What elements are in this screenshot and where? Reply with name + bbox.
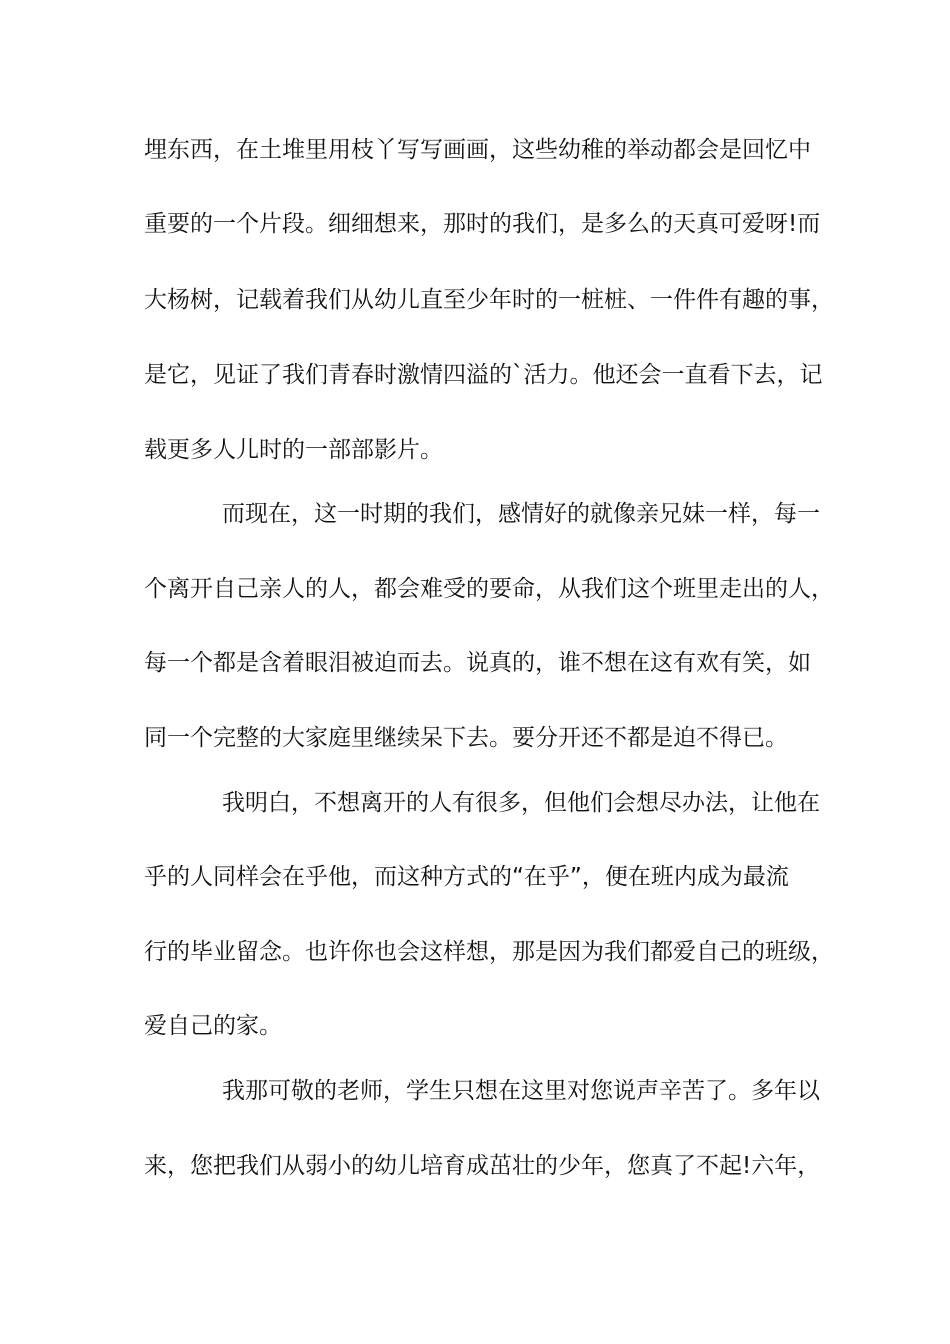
text-line: 来，您把我们从弱小的幼儿培育成茁壮的少年，您真了不起!六年， — [144, 1153, 821, 1179]
text-line: 大杨树，记载着我们从幼儿直至少年时的一桩桩、一件件有趣的事， — [144, 287, 834, 313]
text-line: 是它，见证了我们青春时激情四溢的`活力。他还会一直看下去，记 — [144, 362, 823, 388]
paragraph-first-line: 而现在，这一时期的我们，感情好的就像亲兄妹一样，每一 — [222, 501, 820, 527]
paragraph-first-line: 我那可敬的老师，学生只想在这里对您说声辛苦了。多年以 — [222, 1078, 820, 1104]
text-line: 乎的人同样会在乎他，而这种方式的“在乎”，便在班内成为最流 — [144, 864, 789, 890]
text-line: 个离开自己亲人的人，都会难受的要命，从我们这个班里走出的人， — [144, 576, 834, 602]
text-line: 载更多人儿时的一部部影片。 — [144, 437, 443, 463]
paragraph-first-line: 我明白，不想离开的人有很多，但他们会想尽办法，让他在 — [222, 790, 820, 816]
text-line: 行的毕业留念。也许你也会这样想，那是因为我们都爱自己的班级， — [144, 939, 834, 965]
text-line: 重要的一个片段。细细想来，那时的我们，是多么的天真可爱呀!而 — [144, 211, 821, 237]
text-line: 同一个完整的大家庭里继续呆下去。要分开还不都是迫不得已。 — [144, 725, 788, 751]
text-line: 埋东西，在土堆里用枝丫写写画画，这些幼稚的举动都会是回忆中 — [144, 137, 811, 163]
text-line: 每一个都是含着眼泪被迫而去。说真的，谁不想在这有欢有笑，如 — [144, 650, 811, 676]
text-line: 爱自己的家。 — [144, 1013, 282, 1039]
